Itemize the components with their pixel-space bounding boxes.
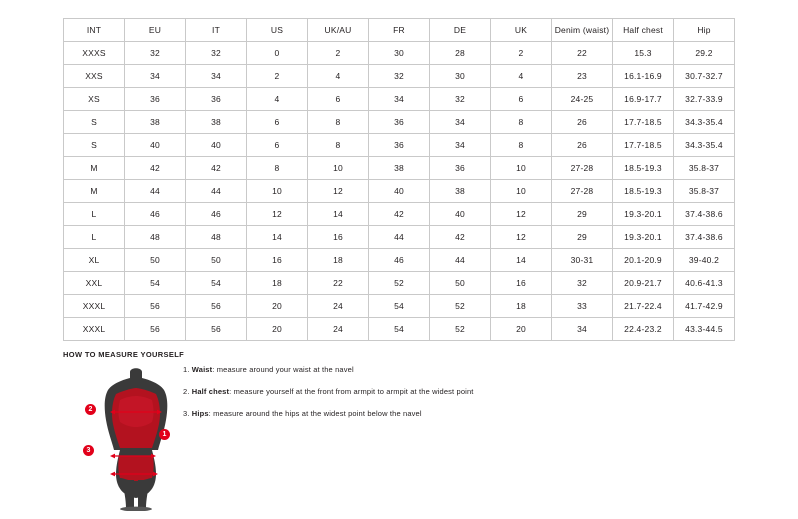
table-cell: 40 xyxy=(369,180,430,203)
table-cell: 35.8-37 xyxy=(674,157,735,180)
table-cell: 12 xyxy=(491,203,552,226)
table-cell: XXS xyxy=(64,65,125,88)
table-cell: M xyxy=(64,180,125,203)
table-cell: 34 xyxy=(186,65,247,88)
table-row xyxy=(64,249,735,272)
table-cell: 6 xyxy=(491,88,552,111)
table-cell: 20.9-21.7 xyxy=(613,272,674,295)
table-cell: 56 xyxy=(125,318,186,341)
table-cell: 21.7-22.4 xyxy=(613,295,674,318)
table-cell: M xyxy=(64,157,125,180)
table-cell: 44 xyxy=(369,226,430,249)
table-row xyxy=(64,88,735,111)
column-header: IT xyxy=(186,19,247,42)
table-cell: 4 xyxy=(308,65,369,88)
table-cell: 44 xyxy=(186,180,247,203)
table-header-row xyxy=(64,19,735,42)
table-cell: 43.3-44.5 xyxy=(674,318,735,341)
table-cell: 12 xyxy=(491,226,552,249)
table-cell: 4 xyxy=(247,88,308,111)
table-cell: 32 xyxy=(125,42,186,65)
column-header: EU xyxy=(125,19,186,42)
table-cell: 37.4-38.6 xyxy=(674,226,735,249)
table-cell: 46 xyxy=(125,203,186,226)
table-cell: 20 xyxy=(247,318,308,341)
size-chart-table xyxy=(63,18,735,341)
table-cell: 30-31 xyxy=(552,249,613,272)
table-cell: 18 xyxy=(247,272,308,295)
table-cell: 6 xyxy=(247,111,308,134)
table-cell: S xyxy=(64,111,125,134)
table-row xyxy=(64,111,735,134)
table-cell: S xyxy=(64,134,125,157)
table-cell: 52 xyxy=(430,295,491,318)
table-cell: 20 xyxy=(491,318,552,341)
table-cell: 35.8-37 xyxy=(674,180,735,203)
table-cell: 38 xyxy=(186,111,247,134)
table-row xyxy=(64,134,735,157)
table-cell: 36 xyxy=(125,88,186,111)
table-cell: 40 xyxy=(186,134,247,157)
table-cell: 16.1-16.9 xyxy=(613,65,674,88)
column-header: Hip xyxy=(674,19,735,42)
measurement-note xyxy=(183,364,603,375)
how-to-measure-title: HOW TO MEASURE YOURSELF xyxy=(63,350,185,359)
table-cell: 18.5-19.3 xyxy=(613,180,674,203)
table-cell: 8 xyxy=(308,134,369,157)
table-cell: 18.5-19.3 xyxy=(613,157,674,180)
table-cell: 36 xyxy=(186,88,247,111)
measurement-note xyxy=(183,408,603,419)
marker-1-waist: 1 xyxy=(159,429,170,440)
table-cell: 39-40.2 xyxy=(674,249,735,272)
table-cell: 0 xyxy=(247,42,308,65)
table-cell: 20 xyxy=(247,295,308,318)
table-cell: XXXS xyxy=(64,42,125,65)
column-header: Denim (waist) xyxy=(552,19,613,42)
table-cell: 50 xyxy=(125,249,186,272)
table-cell: 17.7-18.5 xyxy=(613,111,674,134)
table-cell: 34 xyxy=(430,134,491,157)
table-cell: 33 xyxy=(552,295,613,318)
column-header: UK/AU xyxy=(308,19,369,42)
table-cell: 24 xyxy=(308,295,369,318)
note-number: 1. xyxy=(183,365,190,374)
note-text: : measure around the hips at the widest point below the navel xyxy=(208,409,422,418)
table-cell: 28 xyxy=(430,42,491,65)
table-cell: 29.2 xyxy=(674,42,735,65)
table-cell: 34 xyxy=(552,318,613,341)
note-number: 2. xyxy=(183,387,190,396)
table-cell: XS xyxy=(64,88,125,111)
table-cell: 2 xyxy=(247,65,308,88)
table-cell: 54 xyxy=(186,272,247,295)
table-cell: 42 xyxy=(430,226,491,249)
table-cell: 30 xyxy=(369,42,430,65)
table-row xyxy=(64,65,735,88)
table-cell: 34 xyxy=(369,88,430,111)
table-cell: 54 xyxy=(369,295,430,318)
table-cell: 10 xyxy=(491,180,552,203)
table-cell: 27-28 xyxy=(552,157,613,180)
table-cell: 22.4-23.2 xyxy=(613,318,674,341)
table-row xyxy=(64,180,735,203)
column-header: UK xyxy=(491,19,552,42)
table-cell: 2 xyxy=(491,42,552,65)
table-cell: 48 xyxy=(125,226,186,249)
table-cell: 34.3-35.4 xyxy=(674,111,735,134)
table-cell: 20.1-20.9 xyxy=(613,249,674,272)
table-row xyxy=(64,295,735,318)
marker-3-hips: 3 xyxy=(83,445,94,456)
table-cell: XXL xyxy=(64,272,125,295)
table-row xyxy=(64,203,735,226)
table-row xyxy=(64,318,735,341)
table-cell: 12 xyxy=(308,180,369,203)
table-cell: 44 xyxy=(430,249,491,272)
table-cell: 8 xyxy=(491,111,552,134)
table-cell: 52 xyxy=(430,318,491,341)
table-cell: 4 xyxy=(491,65,552,88)
table-cell: 44 xyxy=(125,180,186,203)
note-text: : measure around your waist at the navel xyxy=(212,365,354,374)
table-cell: 37.4-38.6 xyxy=(674,203,735,226)
table-cell: 52 xyxy=(369,272,430,295)
table-cell: 32 xyxy=(430,88,491,111)
table-cell: 32.7-33.9 xyxy=(674,88,735,111)
table-cell: 40.6-41.3 xyxy=(674,272,735,295)
table-cell: 56 xyxy=(186,295,247,318)
table-cell: 42 xyxy=(186,157,247,180)
table-cell: 22 xyxy=(308,272,369,295)
size-chart-container xyxy=(63,18,735,341)
table-cell: 38 xyxy=(430,180,491,203)
table-cell: XXXL xyxy=(64,295,125,318)
table-cell: 32 xyxy=(369,65,430,88)
table-cell: 19.3-20.1 xyxy=(613,226,674,249)
table-row xyxy=(64,272,735,295)
table-cell: 16 xyxy=(247,249,308,272)
table-cell: 34.3-35.4 xyxy=(674,134,735,157)
table-cell: 8 xyxy=(491,134,552,157)
note-term: Hips xyxy=(191,409,209,418)
table-cell: 14 xyxy=(491,249,552,272)
table-cell: 36 xyxy=(430,157,491,180)
table-cell: 54 xyxy=(369,318,430,341)
table-cell: 42 xyxy=(369,203,430,226)
table-cell: 34 xyxy=(125,65,186,88)
table-cell: 56 xyxy=(186,318,247,341)
table-cell: 23 xyxy=(552,65,613,88)
table-cell: L xyxy=(64,226,125,249)
table-cell: 29 xyxy=(552,203,613,226)
table-cell: 46 xyxy=(369,249,430,272)
table-cell: 30.7-32.7 xyxy=(674,65,735,88)
table-cell: 6 xyxy=(247,134,308,157)
table-cell: 40 xyxy=(125,134,186,157)
table-cell: 8 xyxy=(308,111,369,134)
table-cell: 16.9-17.7 xyxy=(613,88,674,111)
table-cell: 40 xyxy=(430,203,491,226)
table-cell: 22 xyxy=(552,42,613,65)
table-cell: 41.7-42.9 xyxy=(674,295,735,318)
table-cell: 24 xyxy=(308,318,369,341)
note-number: 3. xyxy=(183,409,190,418)
table-cell: 29 xyxy=(552,226,613,249)
column-header: FR xyxy=(369,19,430,42)
table-cell: 17.7-18.5 xyxy=(613,134,674,157)
table-cell: 12 xyxy=(247,203,308,226)
table-cell: 14 xyxy=(247,226,308,249)
table-cell: 8 xyxy=(247,157,308,180)
table-cell: 32 xyxy=(552,272,613,295)
column-header: US xyxy=(247,19,308,42)
table-cell: XXXL xyxy=(64,318,125,341)
table-cell: 54 xyxy=(125,272,186,295)
table-cell: 24-25 xyxy=(552,88,613,111)
column-header: DE xyxy=(430,19,491,42)
table-cell: 6 xyxy=(308,88,369,111)
table-row xyxy=(64,226,735,249)
table-cell: 14 xyxy=(308,203,369,226)
note-term: Half chest xyxy=(191,387,230,396)
table-cell: 15.3 xyxy=(613,42,674,65)
table-cell: 38 xyxy=(125,111,186,134)
table-cell: 34 xyxy=(430,111,491,134)
measurement-notes xyxy=(183,364,603,430)
note-text: : measure yourself at the front from armpit to armpit at the widest point xyxy=(229,387,474,396)
table-cell: 16 xyxy=(491,272,552,295)
table-cell: 10 xyxy=(247,180,308,203)
table-cell: 50 xyxy=(186,249,247,272)
table-cell: 46 xyxy=(186,203,247,226)
table-cell: 50 xyxy=(430,272,491,295)
table-row xyxy=(64,42,735,65)
table-cell: 26 xyxy=(552,134,613,157)
table-cell: L xyxy=(64,203,125,226)
note-term: Waist xyxy=(191,365,213,374)
table-cell: 2 xyxy=(308,42,369,65)
table-cell: 32 xyxy=(186,42,247,65)
table-row xyxy=(64,157,735,180)
table-cell: 27-28 xyxy=(552,180,613,203)
table-cell: 38 xyxy=(369,157,430,180)
table-cell: 36 xyxy=(369,134,430,157)
table-cell: 10 xyxy=(491,157,552,180)
table-cell: XL xyxy=(64,249,125,272)
table-cell: 30 xyxy=(430,65,491,88)
table-cell: 36 xyxy=(369,111,430,134)
table-cell: 56 xyxy=(125,295,186,318)
measurement-note xyxy=(183,386,603,397)
table-cell: 48 xyxy=(186,226,247,249)
table-cell: 42 xyxy=(125,157,186,180)
table-cell: 19.3-20.1 xyxy=(613,203,674,226)
table-cell: 16 xyxy=(308,226,369,249)
column-header: Half chest xyxy=(613,19,674,42)
column-header: INT xyxy=(64,19,125,42)
table-cell: 18 xyxy=(491,295,552,318)
marker-2-half-chest: 2 xyxy=(85,404,96,415)
table-cell: 26 xyxy=(552,111,613,134)
table-cell: 18 xyxy=(308,249,369,272)
table-cell: 10 xyxy=(308,157,369,180)
